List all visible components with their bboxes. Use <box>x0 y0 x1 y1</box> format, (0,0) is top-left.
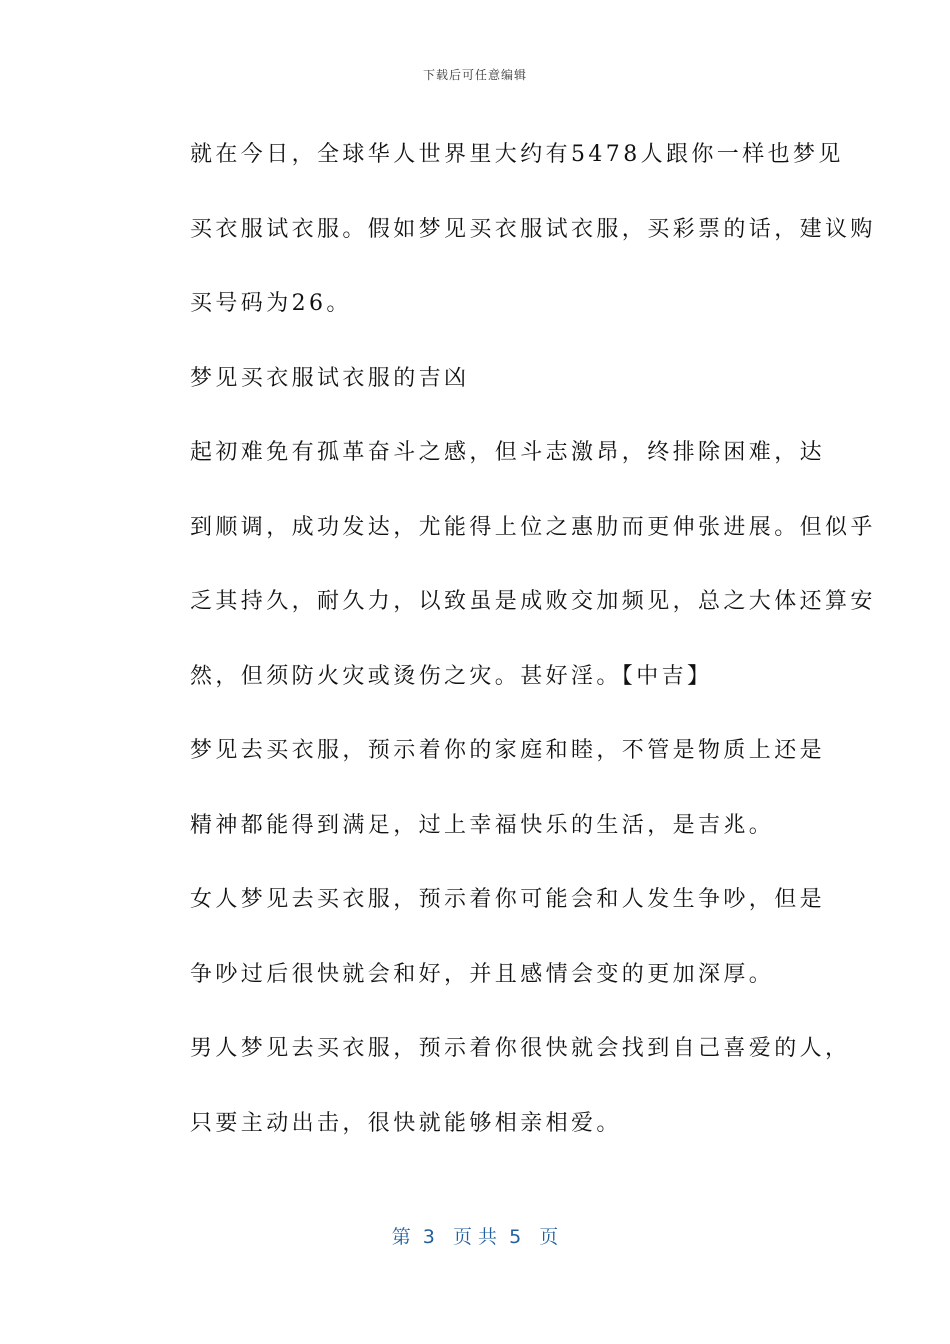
text-line: 买衣服试衣服。假如梦见买衣服试衣服，买彩票的话，建议购 <box>190 216 876 242</box>
paragraph-general <box>146 714 826 863</box>
text-line: 梦见去买衣服，预示着你的家庭和睦，不管是物质上还是 <box>190 738 826 763</box>
text-line: 起初难免有孤革奋斗之感，但斗志激昂，终排除困难，达 <box>190 440 826 465</box>
text-line: 梦见买衣服试衣服的吉凶 <box>190 365 470 391</box>
page-header: 下载后可任意编辑 <box>422 68 527 82</box>
text-line: 到顺调，成功发达，尤能得上位之惠肋而更伸张进展。但似乎 <box>190 514 876 540</box>
paragraph-fortune <box>146 416 876 714</box>
text-line: 争吵过后很快就会和好，并且感情会变的更加深厚。 <box>190 961 775 987</box>
page-number-footer: 第 3 页 共 5 页 <box>391 1226 559 1248</box>
text-line: 买号码为26。 <box>190 291 352 316</box>
section-heading <box>146 342 806 417</box>
paragraph-woman <box>146 863 826 1012</box>
text-line: 就在今日，全球华人世界里大约有5478人跟你一样也梦见 <box>190 142 844 167</box>
text-line: 只要主动出击，很快就能够相亲相爱。 <box>190 1110 622 1136</box>
text-line: 男人梦见去买衣服，预示着你很快就会找到自己喜爱的人， <box>190 1036 851 1061</box>
text-line: 乏其持久，耐久力，以致虽是成败交加频见，总之大体还算安 <box>190 589 876 614</box>
document-body <box>146 118 876 1161</box>
text-line: 然，但须防火灾或烫伤之灾。甚好淫。【中吉】 <box>190 663 713 689</box>
paragraph-lucky-number <box>146 118 876 342</box>
text-line: 女人梦见去买衣服，预示着你可能会和人发生争吵，但是 <box>190 887 826 912</box>
text-line: 精神都能得到满足，过上幸福快乐的生活，是吉兆。 <box>190 812 775 838</box>
paragraph-man <box>146 1012 851 1161</box>
